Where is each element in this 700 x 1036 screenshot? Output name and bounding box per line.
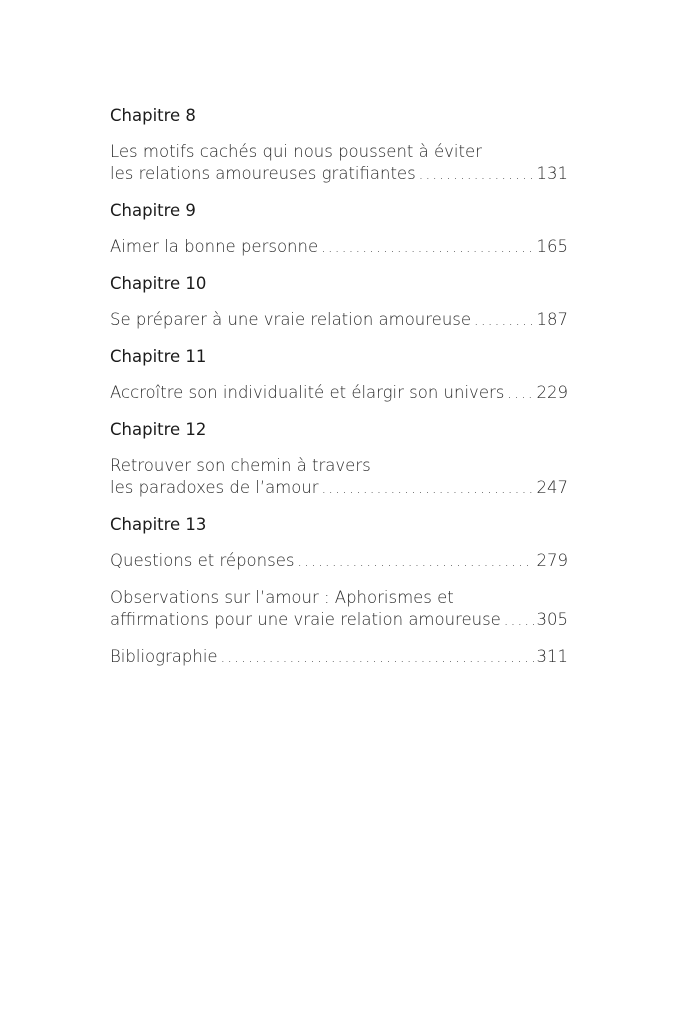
chapter-13-heading: Chapitre 13	[110, 515, 207, 534]
chapter-12-title-line-2-row	[110, 477, 568, 500]
chapter-9-page-number: 165	[536, 237, 568, 256]
observations-title-line-1: Observations sur l’amour : Aphorismes et	[110, 588, 454, 607]
chapter-8-heading: Chapitre 8	[110, 106, 196, 125]
chapter-11-row	[110, 382, 568, 405]
chapter-11-page-number: 229	[536, 383, 568, 402]
chapter-10-page-number: 187	[536, 310, 568, 329]
chapter-13-row	[110, 550, 568, 573]
chapter-12-entry[interactable]	[110, 455, 568, 500]
chapter-8-title-line-1: Les motifs cachés qui nous poussent à éviter	[110, 142, 482, 161]
chapter-13-page-number: 279	[536, 551, 568, 570]
dot-leader	[474, 310, 533, 332]
bibliography-title: Bibliographie	[110, 647, 218, 666]
chapter-11-heading: Chapitre 11	[110, 347, 207, 366]
chapter-12-page-number: 247	[536, 478, 568, 497]
chapter-11-title: Accroître son individualité et élargir son univers	[110, 383, 505, 402]
chapter-9-row	[110, 236, 568, 259]
chapter-9-entry[interactable]	[110, 236, 568, 259]
observations-page-number: 305	[536, 610, 568, 629]
chapter-8-entry[interactable]	[110, 141, 568, 186]
chapter-9-title: Aimer la bonne personne	[110, 237, 319, 256]
bibliography-page-number: 311	[536, 647, 568, 666]
chapter-10-entry[interactable]	[110, 309, 568, 332]
chapter-12-title-line-2: les paradoxes de l’amour	[110, 478, 319, 497]
table-of-contents	[110, 105, 568, 683]
chapter-10-heading: Chapitre 10	[110, 274, 207, 293]
observations-entry[interactable]	[110, 587, 568, 632]
dot-leader	[221, 647, 534, 669]
dot-leader	[504, 610, 534, 632]
dot-leader	[507, 383, 533, 405]
chapter-13-title: Questions et réponses	[110, 551, 295, 570]
chapter-11-entry[interactable]	[110, 382, 568, 405]
chapter-12-heading: Chapitre 12	[110, 420, 207, 439]
chapter-8-page-number: 131	[536, 164, 568, 183]
chapter-9-heading: Chapitre 9	[110, 201, 196, 220]
dot-leader	[419, 164, 534, 186]
observations-title-line-2-row	[110, 609, 568, 632]
dot-leader	[297, 551, 533, 573]
chapter-13-entry[interactable]	[110, 550, 568, 573]
chapter-10-title: Se préparer à une vraie relation amoureuse	[110, 310, 472, 329]
chapter-8-title-line-2: les relations amoureuses gratifiantes	[110, 164, 416, 183]
chapter-8-title-line-2-row	[110, 163, 568, 186]
dot-leader	[322, 478, 534, 500]
bibliography-entry[interactable]	[110, 646, 568, 669]
bibliography-row	[110, 646, 568, 669]
chapter-12-title-line-1: Retrouver son chemin à travers	[110, 456, 371, 475]
dot-leader	[321, 237, 533, 259]
observations-title-line-2: affirmations pour une vraie relation amoureuse	[110, 610, 501, 629]
chapter-10-row	[110, 309, 568, 332]
